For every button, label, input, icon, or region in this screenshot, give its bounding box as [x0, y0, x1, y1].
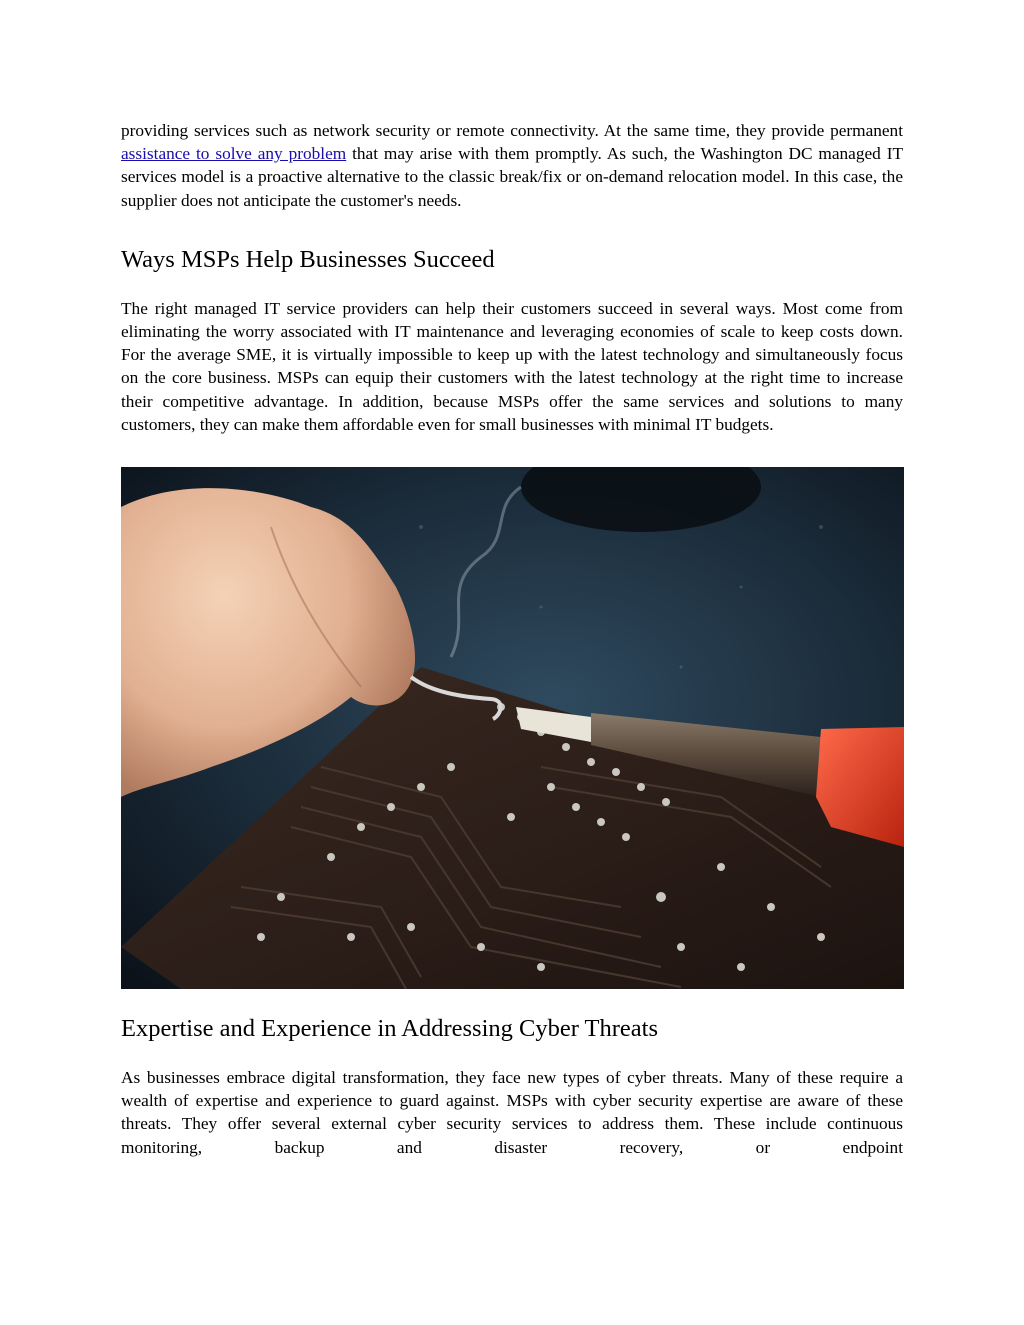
section-paragraph-ways-msps: The right managed IT service providers can help their customers succeed in several ways. Most come from eliminating the worry associated with IT maintenance and leveraging economies of scale to keep costs down. For the average SME, it is virtually impossible to keep up with the latest technology and simultaneously focus on the core business. MSPs can equip their customers with the latest technology at the right time to increase their competitive advantage. In addition, because MSPs offer the same services and solutions to many customers, they can make them affordable even for small businesses with minimal IT budgets. [121, 298, 903, 434]
intro-text-before-link: providing services such as network security or remote connectivity. At the same time, they provide permanent [121, 121, 903, 140]
page-content [121, 119, 903, 1159]
section-heading-ways-msps: Ways MSPs Help Businesses Succeed [121, 245, 495, 273]
soldering-circuit-board-photo [121, 467, 904, 989]
intro-paragraph [121, 119, 903, 212]
assistance-link[interactable]: assistance to solve any problem [121, 144, 347, 164]
section-heading-expertise: Expertise and Experience in Addressing Cyber Threats [121, 1015, 659, 1043]
intro-text-after-link: that may arise with them promptly. As such, the Washington DC managed IT services model is a proactive alternative to the classic break/fix or on-demand relocation model. In this case, the supplier does not anticipate the customer's needs. [121, 144, 904, 210]
section-paragraph-expertise: As businesses embrace digital transformation, they face new types of cyber threats. Many of these require a wealth of expertise and experience to guard against. MSPs with cyber security expertise are aware of these threats. They offer several external cyber security services to address them. These include continuous monitoring, backup and disaster recovery, or endpoint [121, 1068, 903, 1157]
